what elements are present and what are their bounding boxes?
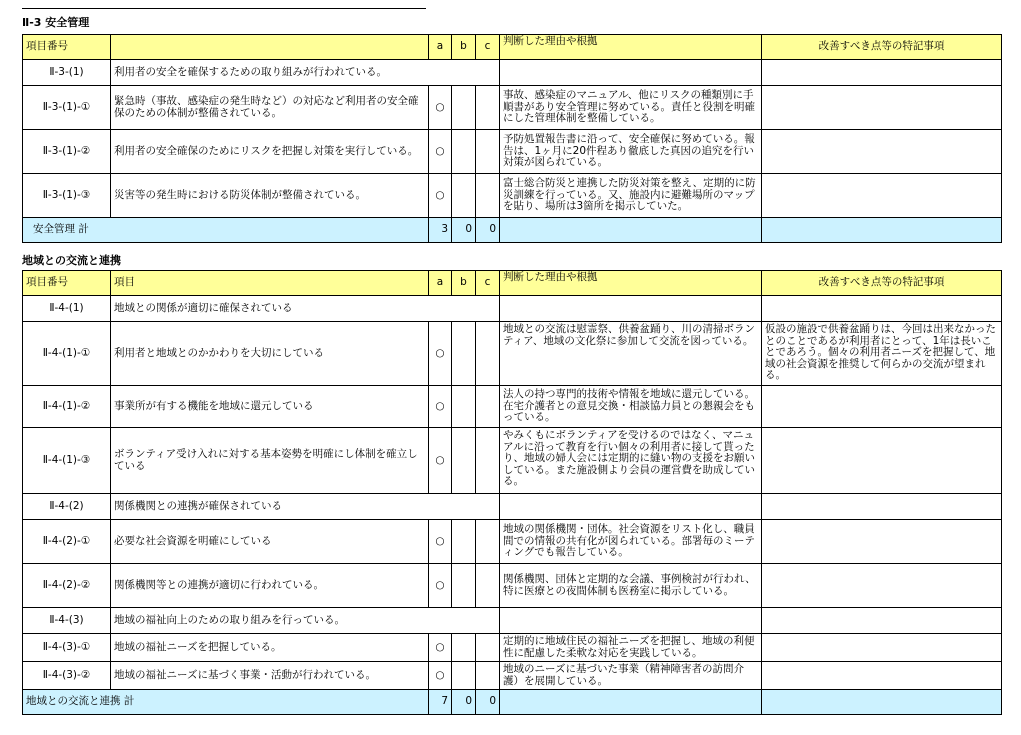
- row-mark-a: ○: [429, 130, 452, 174]
- row-mark-b: [452, 428, 476, 494]
- header-notes: 改善すべき点等の特記事項: [762, 271, 1002, 296]
- row-item: 緊急時（事故、感染症の発生時など）の対応など利用者の安全確保のための体制が整備されている。: [111, 86, 429, 130]
- total-reason: [500, 218, 762, 243]
- row-mark-c: [476, 322, 500, 386]
- total-b: 0: [452, 218, 476, 243]
- header-reason: 判断した理由や根拠: [500, 35, 762, 60]
- row-mark-b: [452, 86, 476, 130]
- row-reason: [500, 428, 762, 494]
- table-row: [23, 296, 1002, 322]
- total-row: [23, 218, 1002, 243]
- row-mark-b: [452, 130, 476, 174]
- row-note: [762, 564, 1002, 608]
- row-mark-b: [452, 662, 476, 690]
- row-mark-c: [476, 174, 500, 218]
- table-row: [23, 608, 1002, 634]
- row-mark-a: ○: [429, 564, 452, 608]
- header-reason: 判断した理由や根拠: [500, 271, 762, 296]
- row-reason: 地域との交流は慰霊祭、供養盆踊り、川の清掃ボランティア、地域の文化祭に参加して交流を図っている。: [500, 322, 762, 386]
- table-row: [23, 634, 1002, 662]
- header-c: c: [476, 271, 500, 296]
- safety-table: [22, 34, 1002, 243]
- row-reason: 予防処置報告書に沿って、安全確保に努めている。報告は、1ヶ月に20件程あり徹底した真因の追究を行い対策が図られている。: [500, 130, 762, 174]
- header-b: b: [452, 271, 476, 296]
- row-item: 地域との関係が適切に確保されている: [111, 296, 500, 322]
- header-code: 項目番号: [23, 271, 111, 296]
- row-code: Ⅱ-4-(2): [23, 494, 111, 520]
- row-note: [762, 428, 1002, 494]
- community-table: [22, 270, 1002, 715]
- row-mark-b: [452, 520, 476, 564]
- row-note: [762, 60, 1002, 86]
- row-code: Ⅱ-3-(1)-②: [23, 130, 111, 174]
- row-reason: [500, 494, 762, 520]
- table-row: [23, 520, 1002, 564]
- row-code: Ⅱ-4-(2)-①: [23, 520, 111, 564]
- row-item: 利用者と地域とのかかわりを大切にしている: [111, 322, 429, 386]
- row-mark-c: [476, 386, 500, 428]
- row-code: Ⅱ-4-(1)-①: [23, 322, 111, 386]
- row-code: Ⅱ-3-(1)-①: [23, 86, 111, 130]
- row-note: [762, 130, 1002, 174]
- row-reason: 事故、感染症のマニュアル、他にリスクの種類別に手順書があり安全管理に努めている。責任と役割を明確にした管理体制を整備している。: [500, 86, 762, 130]
- row-mark-b: [452, 322, 476, 386]
- total-note: [762, 690, 1002, 715]
- row-mark-c: [476, 86, 500, 130]
- total-c: 0: [476, 218, 500, 243]
- total-note: [762, 218, 1002, 243]
- row-item: 地域の福祉向上のための取り組みを行っている。: [111, 608, 500, 634]
- total-reason: [500, 690, 762, 715]
- row-mark-a: ○: [429, 386, 452, 428]
- header-b: b: [452, 35, 476, 60]
- row-mark-c: [476, 662, 500, 690]
- row-item: 災害等の発生時における防災体制が整備されている。: [111, 174, 429, 218]
- row-item: 利用者の安全を確保するための取り組みが行われている。: [111, 60, 500, 86]
- header-code: 項目番号: [23, 35, 111, 60]
- row-reason: [500, 608, 762, 634]
- row-item: 地域の福祉ニーズに基づく事業・活動が行われている。: [111, 662, 429, 690]
- table-row: [23, 564, 1002, 608]
- row-mark-a: ○: [429, 86, 452, 130]
- header-a: a: [429, 271, 452, 296]
- row-item: 利用者の安全確保のためにリスクを把握し対策を実行している。: [111, 130, 429, 174]
- row-mark-c: [476, 520, 500, 564]
- row-reason: 地域のニーズに基づいた事業（精神障害者の訪問介護）を展開している。: [500, 662, 762, 690]
- row-item: 事業所が有する機能を地域に還元している: [111, 386, 429, 428]
- table-row: [23, 494, 1002, 520]
- row-reason: [500, 60, 762, 86]
- row-mark-b: [452, 174, 476, 218]
- table-row: [23, 60, 1002, 86]
- table-row: [23, 386, 1002, 428]
- row-mark-a: ○: [429, 634, 452, 662]
- row-code: Ⅱ-3-(1): [23, 60, 111, 86]
- row-note: [762, 296, 1002, 322]
- header-item: 項目: [111, 271, 429, 296]
- row-note: [762, 494, 1002, 520]
- table-row: [23, 174, 1002, 218]
- row-reason: 関係機関、団体と定期的な会議、事例検討が行われ、特に医療との夜間体制も医務室に掲示している。: [500, 564, 762, 608]
- row-code: Ⅱ-4-(1): [23, 296, 111, 322]
- header-item: [111, 35, 429, 60]
- row-code: Ⅱ-3-(1)-③: [23, 174, 111, 218]
- row-code: Ⅱ-4-(1)-②: [23, 386, 111, 428]
- row-reason-text: やみくもにボランティアを受けるのではなく、マニュアルに沿って教育を行い個々の利用者に接して貰ったり、地域の婦人会には定期的に縫い物の支援をお願いしている。また施設側より会員の運営費を助成している。: [503, 430, 755, 487]
- table-row: [23, 322, 1002, 386]
- row-reason: 富士総合防災と連携した防災対策を整え、定期的に防災訓練を行っている。又、施設内に避難場所のマップを貼り、場所は3箇所を掲示していた。: [500, 174, 762, 218]
- row-mark-c: [476, 634, 500, 662]
- row-mark-a: ○: [429, 174, 452, 218]
- row-code: Ⅱ-4-(2)-②: [23, 564, 111, 608]
- row-mark-a: ○: [429, 520, 452, 564]
- section-title-community: 地域との交流と連携: [22, 254, 121, 267]
- total-a: 7: [429, 690, 452, 715]
- header-a: a: [429, 35, 452, 60]
- total-label: 地域との交流と連携 計: [23, 690, 429, 715]
- row-mark-c: [476, 428, 500, 494]
- row-code: Ⅱ-4-(3): [23, 608, 111, 634]
- top-rule: [22, 8, 426, 9]
- table-header: [23, 35, 1002, 60]
- row-item: 関係機関等との連携が適切に行われている。: [111, 564, 429, 608]
- total-b: 0: [452, 690, 476, 715]
- row-mark-a: ○: [429, 428, 452, 494]
- row-code: Ⅱ-4-(1)-③: [23, 428, 111, 494]
- row-note: [762, 634, 1002, 662]
- total-c: 0: [476, 690, 500, 715]
- row-reason: [500, 296, 762, 322]
- total-row: [23, 690, 1002, 715]
- row-note: [762, 86, 1002, 130]
- row-mark-c: [476, 564, 500, 608]
- row-mark-a: ○: [429, 322, 452, 386]
- row-note: [762, 386, 1002, 428]
- table-row: [23, 86, 1002, 130]
- row-mark-a: ○: [429, 662, 452, 690]
- row-item: 地域の福祉ニーズを把握している。: [111, 634, 429, 662]
- total-label: 安全管理 計: [23, 218, 429, 243]
- row-mark-b: [452, 386, 476, 428]
- row-reason: 定期的に地域住民の福祉ニーズを把握し、地域の利便性に配慮した柔軟な対応を実践している。: [500, 634, 762, 662]
- row-note: [762, 608, 1002, 634]
- total-a: 3: [429, 218, 452, 243]
- header-notes: 改善すべき点等の特記事項: [762, 35, 1002, 60]
- table-row: [23, 130, 1002, 174]
- row-mark-b: [452, 564, 476, 608]
- row-item: 関係機関との連携が確保されている: [111, 494, 500, 520]
- row-item: 必要な社会資源を明確にしている: [111, 520, 429, 564]
- row-mark-b: [452, 634, 476, 662]
- table-row: [23, 662, 1002, 690]
- row-item: ボランティア受け入れに対する基本姿勢を明確にし体制を確立している: [111, 428, 429, 494]
- row-note: 仮設の施設で供養盆踊りは、今回は出来なかったとのことであるが利用者にとって、1年は長いことであろう。個々の利用者ニーズを把握して、地域の社会資源を推奨して何らかの交流が望まれる。: [762, 322, 1002, 386]
- row-code: Ⅱ-4-(3)-①: [23, 634, 111, 662]
- row-reason: 地域の関係機関・団体。社会資源をリスト化し、職員間での情報の共有化が図られている。部署毎のミーティングでも報告している。: [500, 520, 762, 564]
- row-note: [762, 520, 1002, 564]
- row-reason: 法人の持つ専門的技術や情報を地域に還元している。在宅介護者との意見交換・相談協力員との懇親会をもっている。: [500, 386, 762, 428]
- row-note: [762, 662, 1002, 690]
- section-title-safety: Ⅱ-3 安全管理: [22, 16, 90, 29]
- row-mark-c: [476, 130, 500, 174]
- table-header: [23, 271, 1002, 296]
- row-note: [762, 174, 1002, 218]
- table-row: [23, 428, 1002, 494]
- row-code: Ⅱ-4-(3)-②: [23, 662, 111, 690]
- header-c: c: [476, 35, 500, 60]
